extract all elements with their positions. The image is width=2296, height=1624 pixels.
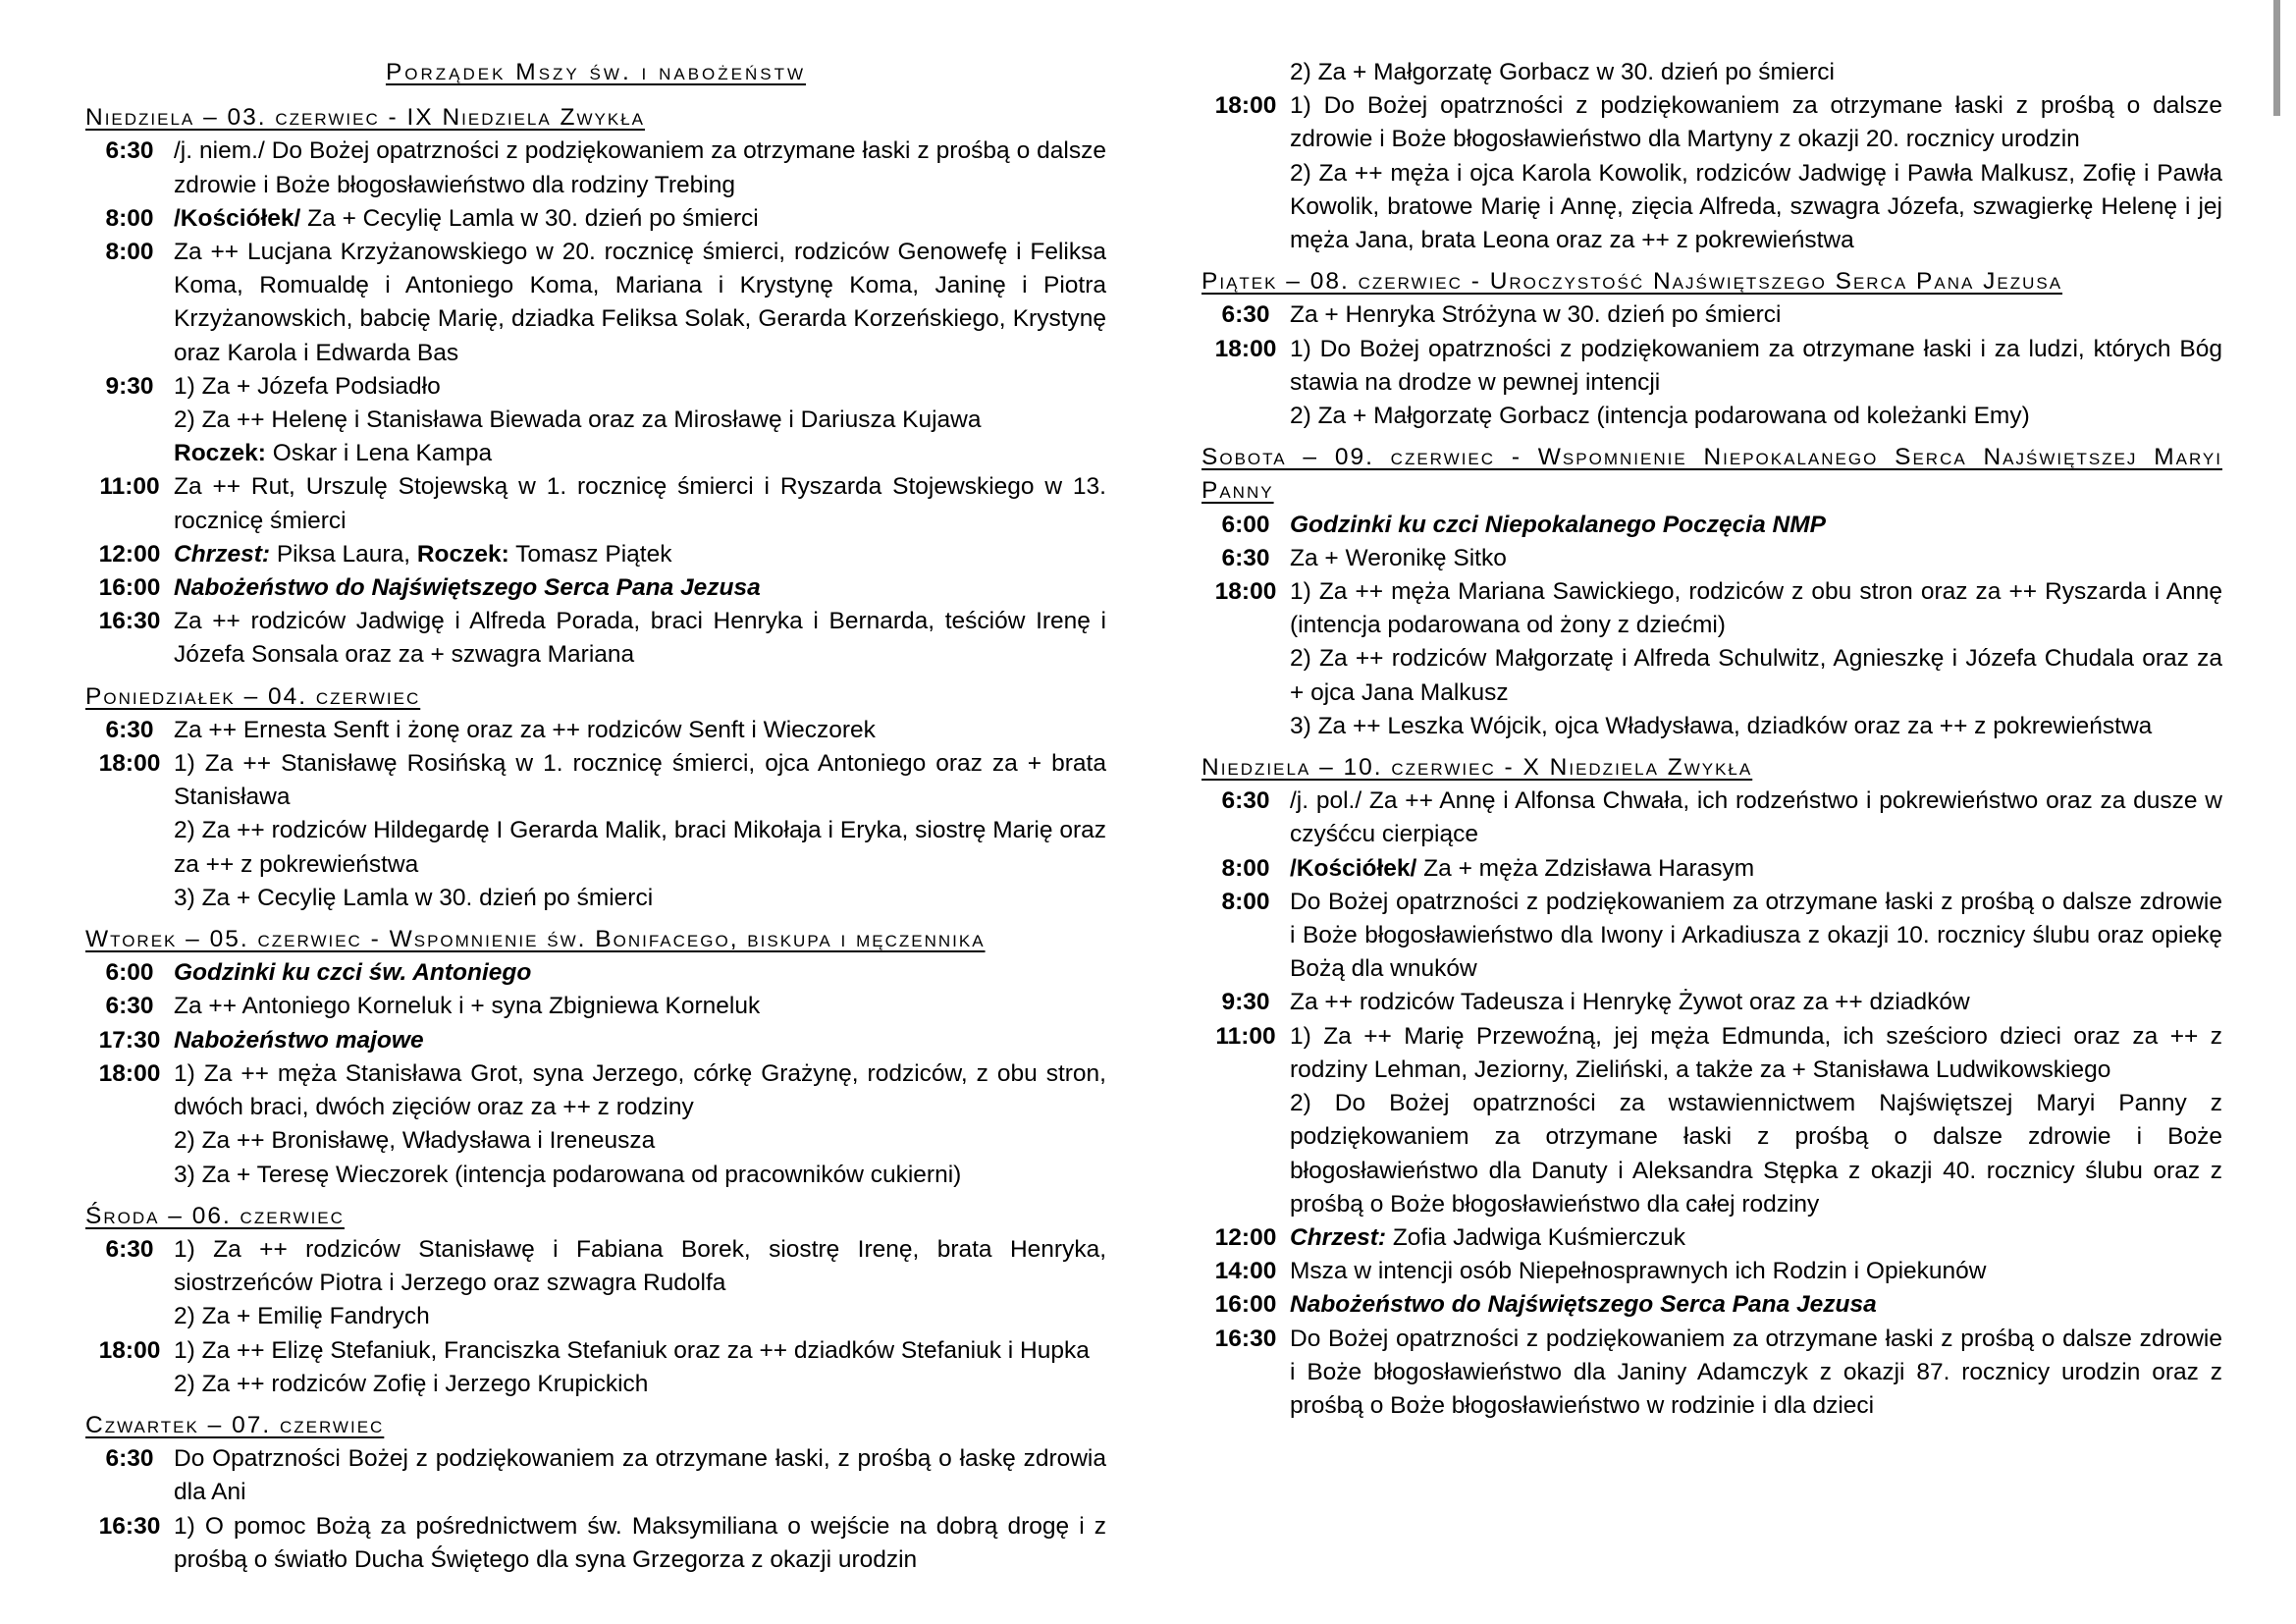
day-section bbox=[1201, 56, 2222, 257]
intention-line bbox=[174, 1300, 1106, 1333]
label-bold: Roczek: bbox=[174, 440, 266, 467]
label-emphasis: Godzinki ku czci Niepokalanego Poczęcia NMP bbox=[1290, 511, 1826, 538]
intention-text: 2) Za + Małgorzatę Gorbacz w 30. dzień po śmierci bbox=[1290, 59, 1835, 85]
mass-entry bbox=[1201, 509, 2222, 542]
intention-text: /j. pol./ Za ++ Annę i Alfonsa Chwała, ich rodzeństwo i pokrewieństwo oraz za dusze w czyśćcu cierpiące bbox=[1290, 787, 2222, 848]
mass-time: 9:30 bbox=[1221, 989, 1270, 1016]
mass-time: 8:00 bbox=[1221, 888, 1270, 915]
label-emphasis: Nabożeństwo do Najświętszego Serca Pana Jezusa bbox=[1290, 1291, 1877, 1319]
mass-intentions bbox=[174, 236, 1106, 370]
intention-line bbox=[174, 990, 1106, 1023]
mass-entry bbox=[85, 571, 1106, 605]
day-heading: Wtorek – 05. czerwiec - Wspomnienie św. Bonifacego, biskupa i męczennika bbox=[85, 926, 986, 953]
day-heading: Czwartek – 07. czerwiec bbox=[85, 1411, 385, 1438]
intention-text: Oskar i Lena Kampa bbox=[265, 440, 493, 467]
intention-line bbox=[174, 571, 1106, 605]
intention-text: 1) Za ++ rodziców Stanisławę i Fabiana Borek, siostrę Irenę, brata Henryka, siostrzeńców Piotra i Jerzego oraz szwagra Rudolfa bbox=[174, 1235, 1106, 1297]
intention-text: 2) Za + Małgorzatę Gorbacz (intencja podarowana od koleżanki Emy) bbox=[1290, 403, 2030, 430]
intention-text: /j. niem./ Do Bożej opatrzności z podziękowaniem za otrzymane łaski z prośbą o dalsze zdrowie i Boże błogosławieństwo dla rodziny Trebing bbox=[174, 137, 1106, 198]
mass-entry bbox=[85, 747, 1106, 915]
day-section bbox=[85, 923, 1106, 1192]
mass-entry bbox=[1201, 785, 2222, 851]
mass-intentions bbox=[1290, 89, 2222, 257]
intention-text: Za + Henryka Stróżyna w 30. dzień po śmierci bbox=[1290, 301, 1782, 329]
mass-entry bbox=[85, 470, 1106, 537]
intention-line bbox=[174, 1334, 1106, 1368]
intention-line bbox=[1290, 1221, 2222, 1255]
label-emphasis: Chrzest: bbox=[1290, 1223, 1387, 1251]
right-sections bbox=[1201, 56, 2222, 1423]
intention-text: 1) Za ++ męża Stanisława Grot, syna Jerzego, córkę Grażynę, rodziców, z obu stron, dwóch braci, dwóch zięciów oraz za ++ z rodziny bbox=[174, 1059, 1106, 1121]
mass-time: 16:30 bbox=[1214, 1325, 1277, 1352]
intention-text: 1) Za + Józefa Podsiadło bbox=[174, 372, 441, 400]
intention-line bbox=[174, 1442, 1106, 1509]
mass-entry bbox=[1201, 333, 2222, 434]
intention-line bbox=[174, 1159, 1106, 1192]
intention-line bbox=[1290, 509, 2222, 542]
day-section bbox=[85, 101, 1106, 672]
mass-entry bbox=[85, 538, 1106, 571]
intention-text: 3) Za + Teresę Wieczorek (intencja podarowana od pracowników cukierni) bbox=[174, 1161, 962, 1188]
intention-text: Za ++ rodziców Tadeusza i Henrykę Żywot oraz za ++ dziadków bbox=[1290, 989, 1970, 1016]
intention-line bbox=[1290, 642, 2222, 709]
intention-line bbox=[1290, 400, 2222, 433]
mass-intentions bbox=[1290, 56, 2222, 89]
intention-text: Za ++ Rut, Urszulę Stojewską w 1. rocznicę śmierci i Ryszarda Stojewskiego w 13. rocznicę śmierci bbox=[174, 473, 1106, 534]
mass-intentions bbox=[174, 1233, 1106, 1334]
mass-time: 16:30 bbox=[98, 608, 161, 635]
mass-entry bbox=[85, 1057, 1106, 1192]
left-sections bbox=[85, 101, 1106, 1577]
mass-entry bbox=[85, 236, 1106, 370]
intention-line bbox=[174, 538, 1106, 571]
mass-time: 6:30 bbox=[105, 137, 154, 165]
intention-text: 3) Za + Cecylię Lamla w 30. dzień po śmierci bbox=[174, 884, 654, 911]
mass-intentions bbox=[174, 1334, 1106, 1401]
page-title-wrap bbox=[85, 56, 1106, 89]
day-section bbox=[85, 680, 1106, 915]
intention-text: Tomasz Piątek bbox=[508, 540, 672, 568]
intention-text: 2) Za ++ Helenę i Stanisława Biewada oraz za Mirosławę i Dariusza Kujawa bbox=[174, 406, 982, 434]
mass-intentions bbox=[1290, 1020, 2222, 1221]
left-column bbox=[85, 56, 1106, 1585]
mass-time: 6:00 bbox=[1221, 511, 1270, 538]
intention-line bbox=[1290, 886, 2222, 987]
mass-entry bbox=[1201, 1020, 2222, 1221]
intention-text: 2) Za ++ rodziców Małgorzatę i Alfreda Schulwitz, Agnieszkę i Józefa Chudala oraz za + ojca Jana Malkusz bbox=[1290, 645, 2222, 706]
intention-line bbox=[174, 814, 1106, 881]
intention-line bbox=[174, 1233, 1106, 1300]
intention-text: Za + męża Zdzisława Harasym bbox=[1416, 854, 1755, 882]
intention-text: 1) Do Bożej opatrzności z podziękowaniem za otrzymane łaski i za ludzi, których Bóg stawia na drodze w pewnej intencji bbox=[1290, 335, 2222, 396]
mass-time: 6:30 bbox=[1221, 544, 1270, 571]
intention-text: 3) Za ++ Leszka Wójcik, ojca Władysława, dziadków oraz za ++ z pokrewieństwa bbox=[1290, 712, 2153, 739]
mass-intentions bbox=[1290, 333, 2222, 434]
mass-intentions bbox=[174, 202, 1106, 236]
intention-text: Za ++ Antoniego Korneluk i + syna Zbigniewa Korneluk bbox=[174, 993, 761, 1020]
intention-line bbox=[1290, 56, 2222, 89]
intention-line bbox=[1290, 575, 2222, 642]
intention-line bbox=[174, 714, 1106, 747]
mass-time: 18:00 bbox=[98, 1059, 161, 1087]
mass-entry bbox=[1201, 886, 2222, 987]
vertical-scrollbar[interactable] bbox=[2273, 0, 2280, 116]
mass-intentions bbox=[174, 956, 1106, 990]
intention-line bbox=[1290, 89, 2222, 156]
mass-intentions bbox=[174, 370, 1106, 471]
intention-text: 1) Za ++ Elizę Stefaniuk, Franciszka Stefaniuk oraz za ++ dziadków Stefaniuk i Hupka bbox=[174, 1336, 1090, 1364]
mass-entry bbox=[1201, 1323, 2222, 1424]
mass-entry bbox=[85, 956, 1106, 990]
mass-entry bbox=[85, 605, 1106, 672]
intention-line bbox=[1290, 852, 2222, 886]
intention-text: 1) Za ++ męża Mariana Sawickiego, rodziców z obu stron oraz za ++ Ryszarda i Annę (intencja podarowana od żony z dziećmi) bbox=[1290, 578, 2222, 639]
mass-time: 6:30 bbox=[1221, 787, 1270, 815]
day-heading: Sobota – 09. czerwiec - Wspomnienie Niepokalanego Serca Najświętszej Maryi Panny bbox=[1201, 444, 2222, 505]
intention-line bbox=[1290, 1020, 2222, 1087]
day-heading: Niedziela – 03. czerwiec - IX Niedziela Zwykła bbox=[85, 104, 646, 132]
mass-time: 14:00 bbox=[1214, 1258, 1277, 1285]
mass-intentions bbox=[174, 1442, 1106, 1509]
mass-entry bbox=[85, 1233, 1106, 1334]
intention-line bbox=[1290, 542, 2222, 575]
mass-entry bbox=[85, 1442, 1106, 1509]
mass-intentions bbox=[1290, 986, 2222, 1019]
intention-line bbox=[174, 370, 1106, 404]
mass-time: 16:00 bbox=[98, 574, 161, 602]
intention-line bbox=[1290, 1255, 2222, 1288]
mass-entry bbox=[1201, 56, 2222, 89]
mass-intentions bbox=[1290, 575, 2222, 743]
day-heading: Poniedziałek – 04. czerwiec bbox=[85, 682, 421, 710]
intention-line bbox=[174, 470, 1106, 537]
mass-entry bbox=[85, 990, 1106, 1023]
intention-text: Do Bożej opatrzności z podziękowaniem za otrzymane łaski z prośbą o dalsze zdrowie i Boże błogosławieństwo dla Iwony i Arkadiusza z okazji 10. rocznicy ślubu oraz opiekę Bożą dla wnuków bbox=[1290, 888, 2222, 983]
intention-text: 1) Za ++ Marię Przewoźną, jej męża Edmunda, ich sześcioro dzieci oraz za ++ z rodziny Lehman, Jeziorny, Zieliński, a także za + Stanisława Ludwikowskiego bbox=[1290, 1022, 2222, 1083]
mass-time: 11:00 bbox=[99, 473, 160, 501]
intention-line bbox=[174, 437, 1106, 470]
intention-text: 2) Do Bożej opatrzności za wstawiennictwem Najświętszej Maryi Panny z podziękowaniem za otrzymane łaski z prośbą o dalsze zdrowie i Boże błogosławieństwo dla Danuty i Aleksandra Stępka z okazji 40. rocznicy ślubu oraz z prośbą o Boże błogosławieństwo dla całej rodziny bbox=[1290, 1090, 2222, 1218]
mass-time: 8:00 bbox=[1221, 854, 1270, 882]
mass-time: 18:00 bbox=[1214, 578, 1277, 606]
day-section bbox=[1201, 751, 2222, 1423]
mass-time: 8:00 bbox=[105, 204, 154, 232]
mass-time: 6:30 bbox=[105, 993, 154, 1020]
day-heading: Piątek – 08. czerwiec - Uroczystość Najświętszego Serca Pana Jezusa bbox=[1201, 268, 2063, 296]
day-heading: Środa – 06. czerwiec bbox=[85, 1202, 345, 1229]
intention-line bbox=[174, 747, 1106, 814]
label-emphasis: Nabożeństwo do Najświętszego Serca Pana Jezusa bbox=[174, 574, 761, 602]
mass-intentions bbox=[1290, 1255, 2222, 1288]
intention-text: Zofia Jadwiga Kuśmierczuk bbox=[1386, 1223, 1686, 1251]
intention-line bbox=[174, 1057, 1106, 1124]
intention-text: 2) Za ++ rodziców Hildegardę I Gerarda Malik, braci Mikołaja i Eryka, siostrę Marię oraz za ++ z pokrewieństwa bbox=[174, 817, 1106, 878]
intention-line bbox=[174, 882, 1106, 915]
mass-intentions bbox=[174, 135, 1106, 201]
intention-text: Do Opatrzności Bożej z podziękowaniem za otrzymane łaski, z prośbą o łaskę zdrowia dla Ani bbox=[174, 1445, 1106, 1506]
mass-time: 6:30 bbox=[1221, 301, 1270, 329]
mass-entry bbox=[1201, 1221, 2222, 1255]
intention-text: Do Bożej opatrzności z podziękowaniem za otrzymane łaski z prośbą o dalsze zdrowie i Boże błogosławieństwo dla Janiny Adamczyk z okazji 87. rocznicy urodzin oraz z prośbą o Boże błogosławieństwo w rodzinie i dla dzieci bbox=[1290, 1325, 2222, 1419]
intention-line bbox=[1290, 710, 2222, 743]
mass-time: 9:30 bbox=[105, 372, 154, 400]
mass-time: 16:30 bbox=[98, 1512, 161, 1540]
mass-entry bbox=[85, 135, 1106, 201]
mass-intentions bbox=[1290, 1323, 2222, 1424]
mass-time: 18:00 bbox=[98, 1336, 161, 1364]
mass-intentions bbox=[174, 1057, 1106, 1192]
mass-intentions bbox=[1290, 298, 2222, 332]
intention-line bbox=[1290, 298, 2222, 332]
intention-text: Piksa Laura, bbox=[270, 540, 417, 568]
mass-entry bbox=[1201, 1288, 2222, 1322]
intention-text: 1) Za ++ Stanisławę Rosińską w 1. rocznicę śmierci, ojca Antoniego oraz za + brata Stanisława bbox=[174, 750, 1106, 811]
intention-text: Za ++ Lucjana Krzyżanowskiego w 20. rocznicę śmierci, rodziców Genowefę i Feliksa Koma, Romualdę i Antoniego Koma, Mariana i Krystynę Koma, Janinę i Piotra Krzyżanowskich, babcię Marię, dziadka Feliksa Solak, Gerarda Korzeńskiego, Krystynę oraz Karola i Edwarda Bas bbox=[174, 239, 1106, 366]
day-section bbox=[85, 1200, 1106, 1401]
mass-time: 6:30 bbox=[105, 1445, 154, 1473]
mass-entry bbox=[85, 202, 1106, 236]
day-section bbox=[85, 1409, 1106, 1577]
intention-text: 1) Do Bożej opatrzności z podziękowaniem za otrzymane łaski z prośbą o dalsze zdrowie i Boże błogosławieństwo dla Martyny z okazji 20. rocznicy urodzin bbox=[1290, 92, 2222, 153]
intention-text: 2) Za ++ rodziców Zofię i Jerzego Krupickich bbox=[174, 1370, 649, 1397]
intention-line bbox=[174, 1368, 1106, 1401]
label-bold: /Kościółek/ bbox=[174, 204, 301, 232]
mass-intentions bbox=[174, 571, 1106, 605]
intention-line bbox=[174, 202, 1106, 236]
mass-intentions bbox=[174, 714, 1106, 747]
mass-time: 18:00 bbox=[1214, 92, 1277, 120]
intention-line bbox=[174, 236, 1106, 370]
intention-text: 1) O pomoc Bożą za pośrednictwem św. Maksymiliana o wejście na dobrą drogę i z prośbą o światło Ducha Świętego dla syna Grzegorza z okazji urodzin bbox=[174, 1512, 1106, 1573]
mass-intentions bbox=[1290, 509, 2222, 542]
mass-intentions bbox=[1290, 1288, 2222, 1322]
intention-line bbox=[1290, 1087, 2222, 1221]
page-title: Porządek Mszy św. i nabożeństw bbox=[385, 59, 807, 85]
mass-intentions bbox=[174, 470, 1106, 537]
mass-entry bbox=[1201, 1255, 2222, 1288]
intention-text: Za + Cecylię Lamla w 30. dzień po śmierci bbox=[300, 204, 759, 232]
mass-intentions bbox=[174, 1510, 1106, 1577]
intention-line bbox=[174, 605, 1106, 672]
mass-time: 11:00 bbox=[1215, 1022, 1276, 1050]
mass-time: 6:30 bbox=[105, 716, 154, 743]
right-column bbox=[1201, 56, 2222, 1431]
intention-text: 2) Za ++ Bronisławę, Władysława i Ireneusza bbox=[174, 1127, 656, 1155]
intention-line bbox=[174, 1024, 1106, 1057]
intention-line bbox=[1290, 1288, 2222, 1322]
intention-line bbox=[1290, 333, 2222, 400]
intention-line bbox=[1290, 1323, 2222, 1424]
mass-intentions bbox=[174, 538, 1106, 571]
label-emphasis: Godzinki ku czci św. Antoniego bbox=[174, 959, 532, 987]
label-bold: /Kościółek/ bbox=[1290, 854, 1417, 882]
intention-text: 2) Za ++ męża i ojca Karola Kowolik, rodziców Jadwigę i Pawła Malkusz, Zofię i Pawła Kowolik, bratowe Marię i Annę, zięcia Alfreda, szwagra Józefa, szwagierkę Helenę i jej męża Jana, brata Leona oraz za ++ z pokrewieństwa bbox=[1290, 159, 2222, 254]
intention-text: Za ++ rodziców Jadwigę i Alfreda Porada, braci Henryka i Bernarda, teściów Irenę i Józefa Sonsala oraz za + szwagra Mariana bbox=[174, 608, 1106, 669]
mass-entry bbox=[1201, 298, 2222, 332]
mass-entry bbox=[1201, 986, 2222, 1019]
mass-intentions bbox=[1290, 1221, 2222, 1255]
intention-text: Za + Weronikę Sitko bbox=[1290, 544, 1507, 571]
intention-line bbox=[1290, 785, 2222, 851]
mass-entry bbox=[85, 1334, 1106, 1401]
day-heading: Niedziela – 10. czerwiec - X Niedziela Zwykła bbox=[1201, 754, 1753, 782]
day-section bbox=[1201, 441, 2222, 743]
intention-line bbox=[174, 956, 1106, 990]
mass-time: 12:00 bbox=[98, 540, 161, 568]
mass-entry bbox=[85, 1510, 1106, 1577]
intention-line bbox=[174, 1124, 1106, 1158]
mass-time: 16:00 bbox=[1214, 1291, 1277, 1319]
mass-entry bbox=[85, 714, 1106, 747]
intention-line bbox=[1290, 986, 2222, 1019]
day-section bbox=[1201, 265, 2222, 433]
mass-time: 8:00 bbox=[105, 239, 154, 266]
mass-entry bbox=[1201, 852, 2222, 886]
mass-entry bbox=[1201, 542, 2222, 575]
intention-text: Msza w intencji osób Niepełnosprawnych ich Rodzin i Opiekunów bbox=[1290, 1258, 1987, 1285]
intention-text: Za ++ Ernesta Senft i żonę oraz za ++ rodziców Senft i Wieczorek bbox=[174, 716, 876, 743]
mass-intentions bbox=[174, 1024, 1106, 1057]
label-bold: Roczek: bbox=[416, 540, 509, 568]
mass-entry bbox=[1201, 89, 2222, 257]
mass-time: 18:00 bbox=[1214, 335, 1277, 362]
mass-intentions bbox=[174, 605, 1106, 672]
mass-time: 12:00 bbox=[1214, 1223, 1277, 1251]
intention-line bbox=[174, 404, 1106, 437]
mass-time: 17:30 bbox=[98, 1026, 161, 1054]
mass-intentions bbox=[174, 990, 1106, 1023]
mass-time: 6:30 bbox=[105, 1235, 154, 1263]
intention-text: 2) Za + Emilię Fandrych bbox=[174, 1303, 430, 1330]
mass-entry bbox=[1201, 575, 2222, 743]
mass-entry bbox=[85, 370, 1106, 471]
mass-entry bbox=[85, 1024, 1106, 1057]
mass-intentions bbox=[1290, 542, 2222, 575]
label-emphasis: Nabożeństwo majowe bbox=[174, 1026, 424, 1054]
intention-line bbox=[174, 135, 1106, 201]
intention-line bbox=[1290, 157, 2222, 258]
mass-time: 18:00 bbox=[98, 750, 161, 778]
mass-intentions bbox=[1290, 886, 2222, 987]
mass-intentions bbox=[1290, 785, 2222, 851]
mass-intentions bbox=[1290, 852, 2222, 886]
mass-intentions bbox=[174, 747, 1106, 915]
mass-time: 6:00 bbox=[105, 959, 154, 987]
intention-line bbox=[174, 1510, 1106, 1577]
label-emphasis: Chrzest: bbox=[174, 540, 271, 568]
